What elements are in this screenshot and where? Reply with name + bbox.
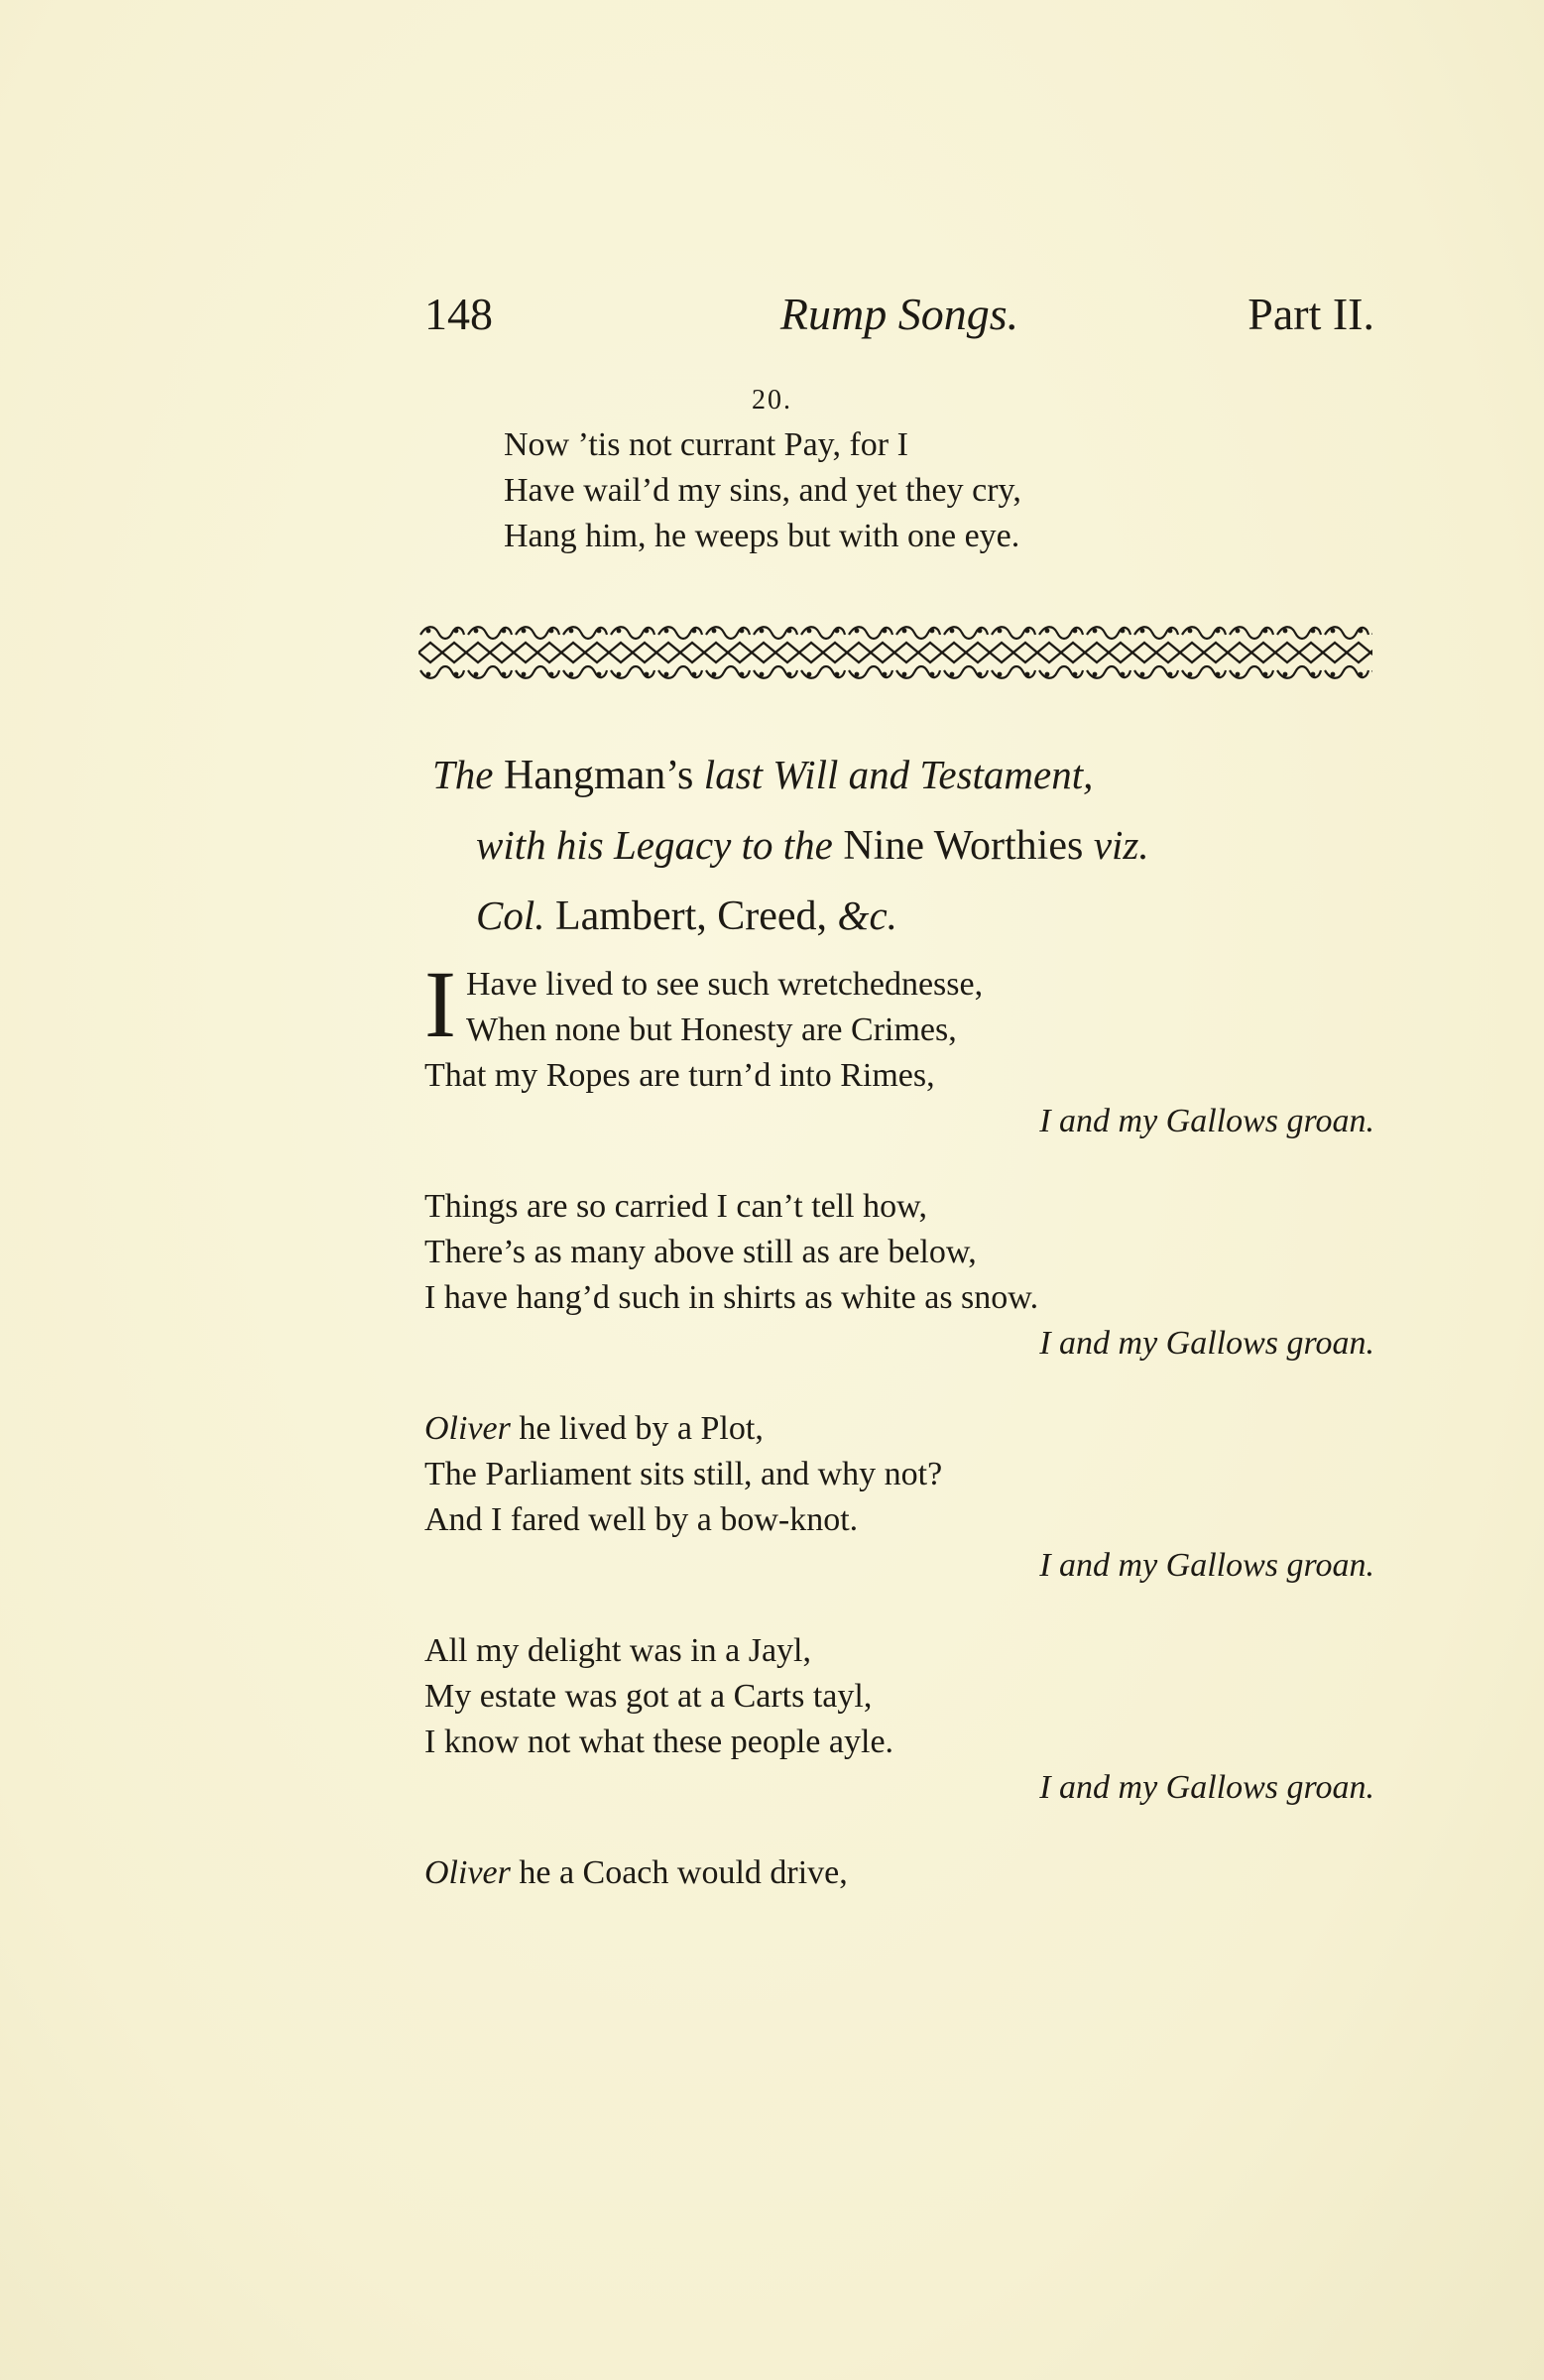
- refrain-line: I and my Gallows groan.: [1039, 1103, 1374, 1139]
- stanza-2: [424, 1184, 1376, 1367]
- heading-line-2: with his Legacy to the Nine Worthies viz.: [476, 822, 1149, 869]
- verse-line: Now ’tis not currant Pay, for I: [504, 426, 908, 463]
- heading-line-1: The Hangman’s last Will and Testament,: [432, 752, 1094, 798]
- part-label: Part II.: [1247, 289, 1374, 339]
- song-heading: [432, 740, 1374, 951]
- refrain-line: I and my Gallows groan.: [1039, 1325, 1374, 1362]
- verse-line: Have wail’d my sins, and yet they cry,: [504, 472, 1021, 509]
- verse-line: My estate was got at a Carts tayl,: [424, 1678, 873, 1715]
- running-header: [424, 288, 1374, 347]
- verse-line: When none but Honesty are Crimes,: [465, 1012, 957, 1048]
- page-number: 148: [424, 289, 493, 339]
- verse-line: I know not what these people ayle.: [424, 1724, 894, 1760]
- stanza-3: [424, 1406, 1376, 1589]
- stanza-1: [424, 951, 1376, 1144]
- refrain-line: I and my Gallows groan.: [1039, 1547, 1374, 1584]
- verse-line: I have hang’d such in shirts as white as snow.: [424, 1279, 1039, 1316]
- verse-line: All my delight was in a Jayl,: [424, 1632, 812, 1669]
- verse-line: Things are so carried I can’t tell how,: [424, 1188, 927, 1225]
- drop-cap: I: [424, 951, 456, 1057]
- verse-line: Hang him, he weeps but with one eye.: [504, 518, 1020, 554]
- stanza-4: [424, 1628, 1376, 1811]
- verse-line: Oliver he a Coach would drive,: [424, 1854, 848, 1891]
- verse-line: Oliver he lived by a Plot,: [424, 1410, 764, 1447]
- stanza-5: [424, 1850, 1376, 1896]
- proper-name: Oliver: [424, 1410, 511, 1447]
- verse-line: Have lived to see such wretchednesse,: [465, 966, 984, 1003]
- verse-line: The Parliament sits still, and why not?: [424, 1456, 943, 1492]
- proper-name: Oliver: [424, 1854, 511, 1891]
- poem-body: [424, 951, 1376, 1936]
- verse-line: That my Ropes are turn’d into Rimes,: [424, 1057, 935, 1094]
- stanza-number: 20.: [752, 385, 792, 416]
- heading-line-3: Col. Lambert, Creed, &c.: [476, 892, 897, 939]
- refrain-line: I and my Gallows groan.: [1039, 1769, 1374, 1806]
- previous-song-stanza: [504, 422, 1021, 559]
- running-title: Rump Songs.: [779, 289, 1019, 339]
- verse-line: And I fared well by a bow-knot.: [424, 1501, 859, 1538]
- ornament-band-icon: [418, 623, 1372, 682]
- verse-line: There’s as many above still as are below,: [424, 1234, 977, 1270]
